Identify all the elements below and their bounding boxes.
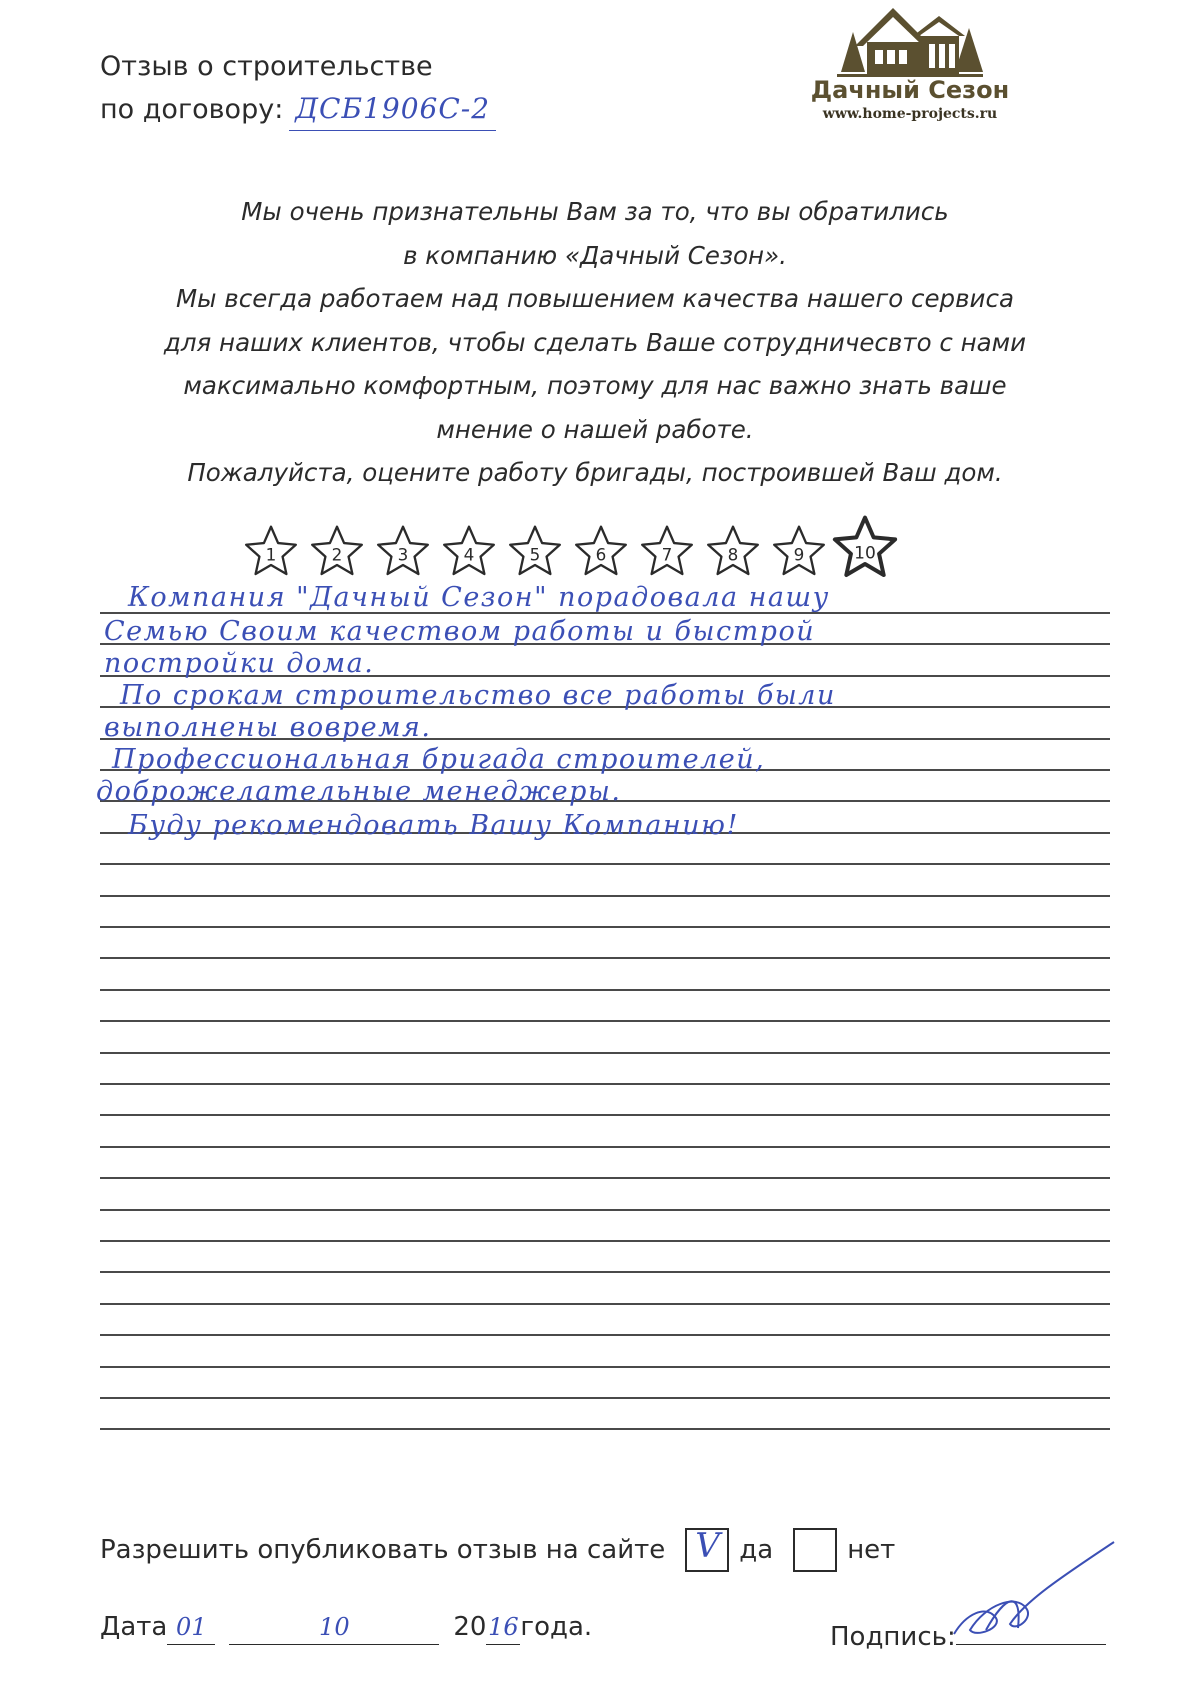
intro-line: для наших клиентов, чтобы сделать Ваше сотрудничесвто с нами bbox=[163, 327, 1027, 357]
review-line: выполнены вовремя. bbox=[104, 712, 432, 743]
intro-line: Пожалуйста, оцените работу бригады, построившей Ваш дом. bbox=[187, 458, 1003, 487]
date-day-field[interactable] bbox=[167, 1612, 215, 1645]
rating-star-number: 4 bbox=[463, 544, 475, 565]
signature-drawing bbox=[946, 1534, 1116, 1644]
ruled-line bbox=[100, 1366, 1110, 1368]
rating-star-number: 10 bbox=[854, 543, 876, 564]
publish-yes-label: да bbox=[739, 1535, 774, 1565]
rating-star-6[interactable] bbox=[573, 523, 629, 579]
ruled-line bbox=[100, 863, 1110, 865]
ruled-line bbox=[100, 1303, 1110, 1305]
house-icon bbox=[835, 2, 985, 78]
date-month-value: 10 bbox=[319, 1613, 350, 1641]
intro-line: мнение о нашей работе. bbox=[436, 414, 754, 444]
ruled-line bbox=[100, 1428, 1110, 1430]
rating-star-1[interactable] bbox=[243, 523, 299, 579]
rating-star-7[interactable] bbox=[639, 523, 695, 579]
contract-line bbox=[100, 88, 496, 131]
date-month-field[interactable] bbox=[229, 1612, 439, 1645]
intro-line: Мы очень признательны Вам за то, что вы обратились bbox=[241, 197, 949, 226]
rating-star-number: 2 bbox=[331, 544, 343, 565]
ruled-line bbox=[100, 1334, 1110, 1336]
ruled-line bbox=[100, 989, 1110, 991]
intro-line: Мы всегда работаем над повышением качества нашего сервиса bbox=[176, 284, 1014, 313]
publish-no-label: нет bbox=[847, 1535, 896, 1565]
rating-star-number: 3 bbox=[397, 544, 409, 565]
rating-star-10[interactable] bbox=[831, 513, 899, 581]
ruled-line bbox=[100, 1083, 1110, 1085]
logo-name: Дачный Сезон bbox=[810, 76, 1010, 104]
rating-star-number: 8 bbox=[727, 544, 739, 565]
year-prefix: 20 bbox=[453, 1612, 487, 1642]
review-line: постройки дома. bbox=[104, 648, 375, 679]
review-line: Семью Своим качеством работы и быстрой bbox=[104, 616, 816, 647]
rating-star-9[interactable] bbox=[771, 523, 827, 579]
date-day-value: 01 bbox=[176, 1613, 207, 1641]
review-line: По срокам строительство все работы были bbox=[120, 680, 836, 711]
rating-star-number: 9 bbox=[793, 544, 805, 565]
publish-label: Разрешить опубликовать отзыв на сайте bbox=[100, 1535, 666, 1565]
ruled-line bbox=[100, 1114, 1110, 1116]
rating-star-5[interactable] bbox=[507, 523, 563, 579]
signature-field[interactable] bbox=[956, 1612, 1106, 1645]
signature-block bbox=[830, 1612, 1106, 1652]
review-line: Буду рекомендовать Вашу Компанию! bbox=[128, 810, 739, 841]
rating-star-4[interactable] bbox=[441, 523, 497, 579]
review-line: доброжелательные менеджеры. bbox=[96, 776, 622, 807]
ruled-line bbox=[100, 926, 1110, 928]
date-block bbox=[100, 1612, 592, 1645]
rating-star-number: 1 bbox=[265, 544, 277, 565]
ruled-line bbox=[100, 1052, 1110, 1054]
ruled-line bbox=[100, 1146, 1110, 1148]
company-logo bbox=[790, 2, 1030, 132]
ruled-line bbox=[100, 895, 1110, 897]
rating-star-2[interactable] bbox=[309, 523, 365, 579]
rating-star-8[interactable] bbox=[705, 523, 761, 579]
contract-label: по договору: bbox=[100, 94, 284, 125]
form-title: Отзыв о строительстве bbox=[100, 51, 433, 82]
date-label: Дата bbox=[100, 1612, 168, 1642]
ruled-line bbox=[100, 1240, 1110, 1242]
date-year-value: 16 bbox=[488, 1613, 519, 1641]
publish-no-checkbox[interactable] bbox=[793, 1528, 837, 1572]
publish-permission bbox=[100, 1528, 895, 1572]
ruled-line bbox=[100, 1177, 1110, 1179]
year-word: года. bbox=[520, 1612, 593, 1642]
rating-star-number: 5 bbox=[529, 544, 541, 565]
logo-url: www.home-projects.ru bbox=[822, 106, 998, 122]
rating-star-3[interactable] bbox=[375, 523, 431, 579]
date-year-field[interactable] bbox=[486, 1612, 520, 1645]
intro-text bbox=[80, 190, 1110, 495]
intro-line: в компанию «Дачный Сезон». bbox=[403, 240, 787, 270]
ruled-line bbox=[100, 957, 1110, 959]
rating-star-number: 6 bbox=[595, 544, 607, 565]
contract-number-field[interactable]: ДСБ1906С-2 bbox=[289, 88, 496, 131]
ruled-line bbox=[100, 1209, 1110, 1211]
publish-yes-checkbox[interactable] bbox=[685, 1528, 729, 1572]
intro-line: максимально комфортным, поэтому для нас важно знать ваше bbox=[183, 371, 1007, 400]
review-line: Компания "Дачный Сезон" порадовала нашу bbox=[128, 582, 830, 613]
review-line: Профессиональная бригада строителей, bbox=[112, 744, 766, 775]
ruled-line bbox=[100, 1271, 1110, 1273]
form-header bbox=[100, 46, 496, 131]
signature-label: Подпись: bbox=[830, 1622, 956, 1652]
check-mark-icon: V bbox=[695, 1526, 720, 1566]
ruled-line bbox=[100, 1020, 1110, 1022]
ruled-line bbox=[100, 1397, 1110, 1399]
rating-star-number: 7 bbox=[661, 544, 673, 565]
